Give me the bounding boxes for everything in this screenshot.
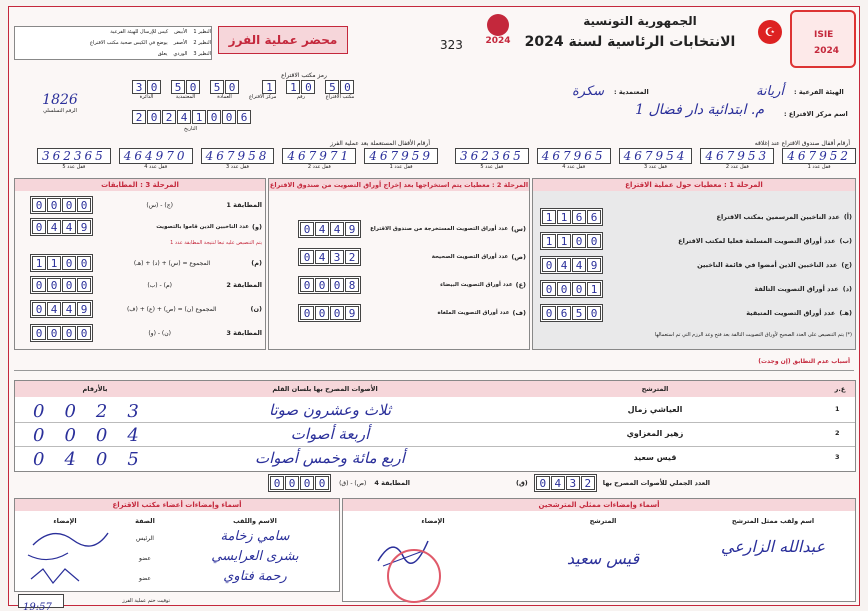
member-name: بشرى العرايسي bbox=[211, 549, 299, 564]
election-logo bbox=[478, 14, 518, 58]
digit-box: 0 bbox=[47, 278, 61, 292]
mismatch-label: أسباب عدم التطابق (إن وجدت) bbox=[758, 358, 850, 365]
row-label: عدد أوراق التصويت المتبقية bbox=[746, 309, 836, 317]
digit-box: 9 bbox=[345, 306, 359, 320]
digit-box: 0 bbox=[300, 306, 314, 320]
digit-box: 2 bbox=[132, 110, 146, 124]
seal-value: 467953 bbox=[700, 148, 774, 164]
digit-box: 0 bbox=[536, 476, 550, 490]
col-candidate: المترشح bbox=[589, 517, 617, 525]
digit-box: 0 bbox=[147, 80, 161, 94]
vote-digit: 2 bbox=[95, 401, 108, 422]
vote-digit: 0 bbox=[64, 425, 76, 446]
match4-row bbox=[140, 474, 410, 492]
digit-box: 0 bbox=[300, 250, 314, 264]
election-title: الانتخابات الرئاسية لسنة 2024 bbox=[524, 34, 736, 50]
seal-item bbox=[782, 148, 856, 170]
seal-item bbox=[537, 148, 611, 170]
digit-box: 9 bbox=[345, 222, 359, 236]
seal-item bbox=[700, 148, 774, 170]
copy-label: النظير 3 bbox=[193, 51, 211, 57]
stage1-row bbox=[540, 256, 852, 274]
code-groups bbox=[132, 80, 354, 100]
copy-text: يعلق bbox=[157, 51, 168, 57]
digit-box: 1 bbox=[542, 210, 556, 224]
vote-digit: 0 bbox=[33, 449, 45, 470]
digit-box: 0 bbox=[32, 278, 46, 292]
sum1-key: (م) bbox=[251, 259, 262, 267]
members-panel bbox=[14, 498, 340, 592]
code-group bbox=[171, 80, 200, 100]
digit-box: 0 bbox=[542, 258, 556, 272]
digit-box: 4 bbox=[62, 302, 76, 316]
row-key: (ج) bbox=[841, 261, 852, 269]
code-group bbox=[249, 80, 276, 100]
digit-box: 0 bbox=[32, 326, 46, 340]
row-label: عدد أوراق التصويت الملغاة bbox=[437, 310, 510, 316]
code-group bbox=[286, 80, 315, 100]
seal-value: 362365 bbox=[455, 148, 529, 164]
seal-caption: قفل عدد 3 bbox=[644, 164, 667, 170]
digit-box: 5 bbox=[325, 80, 339, 94]
stage1-row bbox=[540, 232, 852, 250]
digit-box: 4 bbox=[47, 302, 61, 316]
match4-label: المطابقة 4 bbox=[374, 479, 410, 487]
digit-box: 9 bbox=[77, 302, 91, 316]
digit-box: 0 bbox=[270, 476, 284, 490]
stage3-title: المرحلة 3 : المطابقات bbox=[15, 179, 265, 191]
voters-row bbox=[30, 218, 262, 236]
digit-box: 4 bbox=[551, 476, 565, 490]
row-key: (س) bbox=[511, 225, 526, 233]
digit-box: 0 bbox=[222, 110, 236, 124]
seal-value: 467952 bbox=[782, 148, 856, 164]
row-label: عدد أوراق التصويت الصحيحة bbox=[431, 254, 509, 260]
reps-panel bbox=[342, 498, 856, 602]
seal-value: 467971 bbox=[282, 148, 356, 164]
row-key: (ع) bbox=[515, 281, 526, 289]
votes-words: أربع مائة وخمس أصوات bbox=[255, 449, 405, 467]
digit-box: 0 bbox=[62, 198, 76, 212]
rep-name: عبدالله الزارعي bbox=[720, 537, 826, 556]
vote-digit: 5 bbox=[127, 449, 139, 470]
digit-box: 0 bbox=[587, 234, 601, 248]
row-key: (ص) bbox=[511, 253, 526, 261]
seal-item bbox=[201, 148, 275, 170]
match1-formula: (ج) - (س) bbox=[146, 201, 173, 209]
seal-value: 467965 bbox=[537, 148, 611, 164]
seal-item bbox=[364, 148, 438, 170]
match3-row bbox=[30, 324, 262, 342]
row-label: عدد الناخبين المرسمين بمكتب الاقتراع bbox=[716, 213, 840, 221]
sum2-row bbox=[30, 300, 262, 318]
code-group bbox=[132, 80, 161, 100]
end-time-value: 19:57 bbox=[23, 602, 52, 611]
digit-box: 2 bbox=[345, 250, 359, 264]
digit-box: 6 bbox=[237, 110, 251, 124]
candidate-name: العياشي زمال bbox=[627, 405, 683, 414]
digit-box: 4 bbox=[62, 220, 76, 234]
digit-box: 1 bbox=[262, 80, 276, 94]
row-num: 1 bbox=[835, 405, 840, 413]
identity-block bbox=[14, 70, 854, 134]
digit-box: 1 bbox=[587, 282, 601, 296]
seals-after-label: أرقام الأقفال المستعملة بعد عملية الفرز bbox=[330, 140, 430, 147]
votes-words: ثلاث وعشرون صوتا bbox=[268, 401, 392, 419]
copy-row-2 bbox=[17, 40, 211, 46]
serial-label: الرقم التسلسلي bbox=[43, 108, 77, 114]
match1-label: المطابقة 1 bbox=[226, 201, 262, 209]
seals-before bbox=[446, 148, 856, 170]
digit-box: 0 bbox=[62, 256, 76, 270]
copy-role: الوردي bbox=[173, 51, 188, 57]
stage2-title: المرحلة 2 : معطيات يتم استخراجها بعد إخراج أوراق التصويت من صندوق الاقتراع bbox=[269, 181, 529, 189]
digit-box: 9 bbox=[77, 220, 91, 234]
digit-box: 6 bbox=[557, 306, 571, 320]
row-num: 2 bbox=[835, 429, 840, 437]
results-table bbox=[14, 380, 856, 472]
stage2-row bbox=[298, 276, 526, 294]
digit-box: 0 bbox=[542, 282, 556, 296]
digit-box: 9 bbox=[587, 258, 601, 272]
match3-label: المطابقة 3 bbox=[226, 329, 262, 337]
code-caption: رمز مكتب الاقتراع bbox=[281, 72, 327, 79]
stage1-row bbox=[540, 208, 852, 226]
row-num: 3 bbox=[835, 453, 840, 461]
serial-value: 1826 bbox=[42, 92, 78, 108]
digit-box: 6 bbox=[572, 210, 586, 224]
tunisia-flag-icon: ☪ bbox=[758, 20, 782, 44]
stage1-title: المرحلة 1 : معطيات حول عملية الاقتراع bbox=[533, 179, 855, 191]
vote-digit: 0 bbox=[33, 401, 45, 422]
digit-box: 0 bbox=[315, 476, 329, 490]
digit-box: 3 bbox=[132, 80, 146, 94]
member-role: الرئيس bbox=[136, 535, 154, 542]
digit-box: 0 bbox=[330, 278, 344, 292]
seal-caption: قفل عدد 4 bbox=[144, 164, 168, 170]
stage2-row bbox=[298, 248, 526, 266]
total-key: (ق) bbox=[515, 479, 528, 487]
copy-label: النظير 1 bbox=[193, 29, 211, 35]
code-group bbox=[210, 80, 239, 100]
digit-box: 1 bbox=[32, 256, 46, 270]
digit-box: 4 bbox=[572, 258, 586, 272]
col-signature: الإمضاء bbox=[421, 517, 445, 525]
digit-box: 1 bbox=[192, 110, 206, 124]
stage1-footnote: (*) يتم التنصيص على العدد الصحيح لأوراق التصويت التالفة بعد فتح وعد الرزم التي تم استعمالها bbox=[654, 332, 852, 338]
results-row bbox=[15, 447, 855, 471]
digit-box: 3 bbox=[330, 250, 344, 264]
vote-digit: 0 bbox=[95, 449, 108, 470]
copy-text: يوضع في الكيس صحبة مكتب الاقتراع bbox=[89, 40, 168, 46]
member-role: عضو bbox=[139, 555, 151, 562]
center-label: اسم مركز الاقتراع : bbox=[784, 110, 848, 118]
digit-box: 1 bbox=[286, 80, 300, 94]
member-role: عضو bbox=[139, 575, 151, 582]
digit-box: 0 bbox=[285, 476, 299, 490]
digit-box: 0 bbox=[301, 80, 315, 94]
copy-role: الأصفر bbox=[173, 40, 188, 46]
digit-box: 0 bbox=[186, 80, 200, 94]
sum2-label: المجموع (ن) = (ص) + (ع) + (ف) bbox=[126, 305, 217, 313]
row-label: عدد أوراق التصويت البيضاء bbox=[440, 282, 513, 288]
seal-caption: قفل عدد 1 bbox=[389, 164, 413, 170]
code-group-caption: الدائرة bbox=[139, 94, 154, 100]
center-value: م. ابتدائية دار فضال 1 bbox=[635, 102, 764, 118]
head-candidate: المترشح bbox=[641, 385, 669, 393]
digit-box: 1 bbox=[47, 256, 61, 270]
code-group-caption: المعتمدية bbox=[175, 94, 196, 100]
digit-box: 0 bbox=[32, 220, 46, 234]
code-group-caption: رقم bbox=[296, 94, 305, 100]
digit-box: 0 bbox=[587, 306, 601, 320]
total-row bbox=[420, 474, 710, 492]
reps-title: أسماء وإمضاءات ممثلي المترشحين bbox=[343, 499, 855, 511]
total-label: العدد الجملي للأصوات المصرح بها bbox=[602, 479, 710, 487]
row-label: عدد أوراق التصويت المسلمة فعليا لمكتب الاقتراع bbox=[678, 237, 836, 245]
row-key: (هـ) bbox=[839, 309, 852, 317]
mismatch-line bbox=[14, 370, 854, 371]
digit-box: 0 bbox=[300, 278, 314, 292]
seal-value: 464970 bbox=[119, 148, 193, 164]
page-number: 323 bbox=[440, 38, 463, 52]
copies-table bbox=[14, 26, 212, 60]
copy-label: النظير 2 bbox=[193, 40, 211, 46]
isie-logo-text: ISIE bbox=[814, 30, 834, 40]
isie-year: 2024 bbox=[814, 46, 840, 56]
match3-formula: (ن) - (و) bbox=[148, 329, 171, 337]
votes-words: أربعة أصوات bbox=[290, 425, 370, 443]
digit-box: 1 bbox=[557, 234, 571, 248]
digit-box: 4 bbox=[47, 220, 61, 234]
vote-digit: 4 bbox=[127, 425, 139, 446]
code-group bbox=[325, 80, 354, 100]
digit-box: 0 bbox=[225, 80, 239, 94]
voters-label: عدد الناخبين الذين قاموا بالتصويت bbox=[156, 224, 250, 230]
match4-formula: (ص) - (ق) bbox=[339, 479, 367, 487]
digit-box: 2 bbox=[581, 476, 595, 490]
digit-box: 0 bbox=[542, 306, 556, 320]
digit-box: 2 bbox=[162, 110, 176, 124]
candidate-name: قيس سعيد bbox=[633, 453, 677, 462]
member-name: سامي زخامة bbox=[220, 529, 290, 544]
candidate-name: زهير المغزاوي bbox=[626, 429, 684, 438]
digit-box: 0 bbox=[62, 326, 76, 340]
seal-item bbox=[119, 148, 193, 170]
digit-box: 0 bbox=[77, 278, 91, 292]
digit-box: 0 bbox=[77, 326, 91, 340]
date-digits bbox=[132, 110, 251, 124]
row-label: عدد الناخبين الذين أمضوا في قائمة الناخبين bbox=[697, 261, 838, 269]
votes-digits bbox=[33, 401, 139, 422]
match2-formula: (م) - (ب) bbox=[147, 281, 173, 289]
row-key: (ف) bbox=[512, 309, 526, 317]
seal-caption: قفل عدد 5 bbox=[62, 164, 86, 170]
sum1-label: المجموع = (س) + (د) + (هـ) bbox=[133, 259, 211, 267]
digit-box: 0 bbox=[315, 306, 329, 320]
official-stamp-icon bbox=[387, 549, 441, 603]
digit-box: 0 bbox=[62, 278, 76, 292]
vote-digit: 0 bbox=[33, 425, 45, 446]
digit-box: 4 bbox=[177, 110, 191, 124]
digit-box: 0 bbox=[32, 198, 46, 212]
col-member-signature: الإمضاء bbox=[53, 517, 77, 525]
end-time-label: توقيت ختم عملية الفرز bbox=[122, 598, 170, 604]
delegation-value: سكرة bbox=[571, 84, 604, 99]
digit-box: 0 bbox=[147, 110, 161, 124]
copy-text: كيس للإرسال للهيئة الفرعية bbox=[110, 29, 169, 35]
digit-box: 1 bbox=[557, 210, 571, 224]
digit-box: 5 bbox=[210, 80, 224, 94]
digit-box: 0 bbox=[32, 302, 46, 316]
code-group-caption: مكتب الاقتراع bbox=[325, 94, 355, 100]
row-key: (ب) bbox=[839, 237, 852, 245]
digit-box: 6 bbox=[587, 210, 601, 224]
vote-digit: 4 bbox=[64, 449, 76, 470]
digit-box: 0 bbox=[77, 198, 91, 212]
digit-box: 0 bbox=[300, 476, 314, 490]
vote-digit: 0 bbox=[95, 425, 108, 446]
col-rep: اسم ولقب ممثل المترشح bbox=[731, 517, 815, 525]
seal-value: 467959 bbox=[364, 148, 438, 164]
seal-caption: قفل عدد 3 bbox=[226, 164, 249, 170]
digit-box: 0 bbox=[47, 326, 61, 340]
digit-box: 4 bbox=[315, 222, 329, 236]
isie-stamp bbox=[790, 10, 856, 68]
match2-row bbox=[30, 276, 262, 294]
row-label: عدد أوراق التصويت المستخرجة من صندوق الاقتراع bbox=[370, 226, 509, 232]
votes-digits bbox=[33, 449, 139, 470]
digit-box: 8 bbox=[345, 278, 359, 292]
stage2-row bbox=[298, 304, 526, 322]
digit-box: 0 bbox=[300, 222, 314, 236]
seal-item bbox=[619, 148, 693, 170]
vote-digit: 3 bbox=[127, 401, 139, 422]
digit-box: 0 bbox=[557, 282, 571, 296]
voters-key: (و) bbox=[252, 223, 262, 231]
digit-box: 0 bbox=[330, 306, 344, 320]
digit-box: 0 bbox=[572, 282, 586, 296]
stage2-row bbox=[298, 220, 526, 238]
digit-box: 0 bbox=[315, 278, 329, 292]
regional-board-label: الهيئة الفرعية : bbox=[794, 88, 844, 96]
seal-caption: قفل عدد 4 bbox=[562, 164, 586, 170]
col-name: الاسم واللقب bbox=[233, 517, 277, 525]
digit-box: 4 bbox=[315, 250, 329, 264]
digit-box: 4 bbox=[330, 222, 344, 236]
stage1-row bbox=[540, 304, 852, 322]
digit-box: 5 bbox=[572, 306, 586, 320]
seal-value: 362365 bbox=[37, 148, 111, 164]
match2-label: المطابقة 2 bbox=[226, 281, 262, 289]
member-signatures-icon bbox=[23, 525, 113, 591]
seal-item bbox=[282, 148, 356, 170]
head-num: ع.ر bbox=[834, 385, 846, 393]
stage1-row bbox=[540, 280, 852, 298]
copy-row-3 bbox=[17, 51, 211, 57]
copy-role: الأبيض bbox=[174, 29, 188, 35]
votes-digits bbox=[33, 425, 139, 446]
match1-row bbox=[30, 196, 262, 214]
digit-box: 5 bbox=[171, 80, 185, 94]
member-name: رحمة فتاوي bbox=[223, 569, 287, 584]
regional-board-value: أريانة bbox=[755, 84, 784, 99]
results-row bbox=[15, 423, 855, 447]
minutes-title: محضر عملية الفرز bbox=[218, 26, 348, 54]
digit-box: 3 bbox=[566, 476, 580, 490]
row-key: (أ) bbox=[843, 213, 852, 221]
digit-box: 0 bbox=[340, 80, 354, 94]
republic-label: الجمهورية التونسية bbox=[583, 14, 697, 28]
head-digits: بالأرقام bbox=[82, 385, 108, 393]
election-logo-year: 2024 bbox=[485, 36, 511, 46]
seal-item bbox=[455, 148, 529, 170]
col-role: الصفة bbox=[135, 517, 155, 525]
seal-caption: قفل عدد 5 bbox=[480, 164, 504, 170]
digit-box: 0 bbox=[47, 198, 61, 212]
sum1-row bbox=[30, 254, 262, 272]
copy-row-1 bbox=[17, 29, 211, 35]
digit-box: 1 bbox=[542, 234, 556, 248]
results-row bbox=[15, 399, 855, 423]
date-label: التاريخ bbox=[184, 126, 197, 132]
seal-caption: قفل عدد 2 bbox=[307, 164, 331, 170]
seal-item bbox=[37, 148, 111, 170]
row-key: (د) bbox=[842, 285, 852, 293]
seal-value: 467954 bbox=[619, 148, 693, 164]
digit-box: 0 bbox=[77, 256, 91, 270]
sum2-key: (ن) bbox=[250, 305, 262, 313]
rep-candidate: قيس سعيد bbox=[566, 549, 640, 568]
row-label: عدد أوراق التصويت التالفة bbox=[754, 285, 839, 293]
end-time-box bbox=[18, 594, 64, 611]
seal-caption: قفل عدد 1 bbox=[807, 164, 831, 170]
seals-before-label: أرقام أقفال صندوق الاقتراع عند إغلاقه bbox=[754, 140, 850, 147]
digit-box: 0 bbox=[207, 110, 221, 124]
code-group-caption: العمادة bbox=[217, 94, 232, 100]
seal-caption: قفل عدد 2 bbox=[725, 164, 749, 170]
digit-box: 4 bbox=[557, 258, 571, 272]
seal-value: 467958 bbox=[201, 148, 275, 164]
seals-after bbox=[18, 148, 438, 170]
stage3-note: يتم التنصيص عليه تبعا لنتيجة المطابقة عدد 1 bbox=[170, 240, 262, 246]
digit-box: 0 bbox=[572, 234, 586, 248]
vote-digit: 0 bbox=[64, 401, 76, 422]
delegation-label: المعتمدية : bbox=[614, 88, 649, 96]
members-title: أسماء وإمضاءات أعضاء مكتب الاقتراع bbox=[15, 499, 339, 511]
head-words: الأصوات المصرح بها بلسان القلم bbox=[272, 385, 378, 393]
code-group-caption: مركز الاقتراع bbox=[249, 94, 277, 100]
